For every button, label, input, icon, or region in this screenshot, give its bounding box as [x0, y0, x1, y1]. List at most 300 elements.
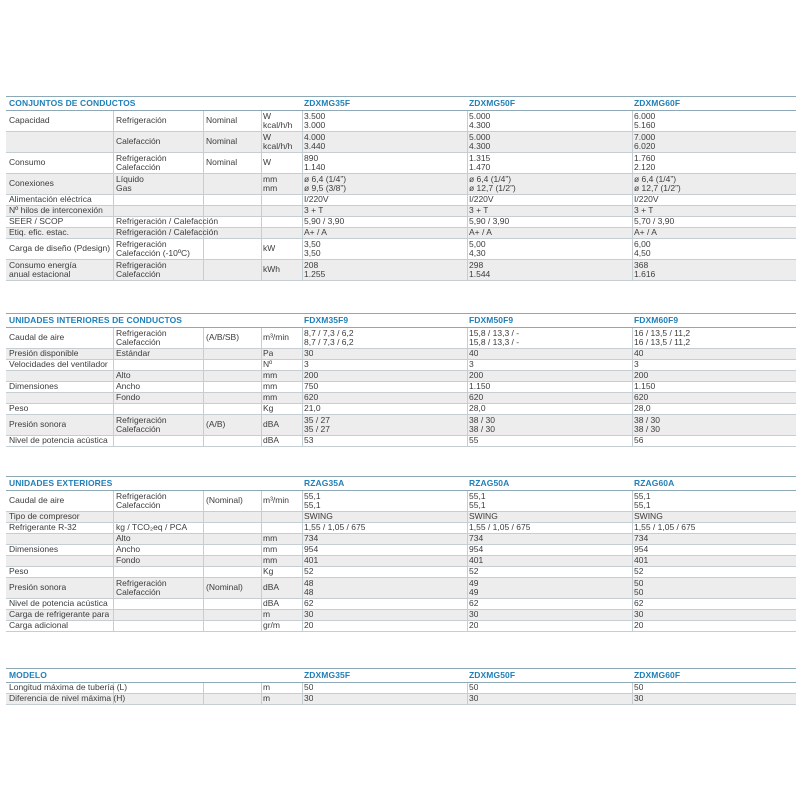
- value-cell: ø 6,4 (1/4”) ø 12,7 (1/2”): [634, 174, 681, 193]
- column-divider: [261, 360, 262, 370]
- row-condition: Nominal: [206, 115, 238, 126]
- value-cell: 200: [634, 371, 649, 381]
- column-divider: [632, 415, 633, 435]
- table-row: [6, 512, 796, 523]
- table-row: [6, 545, 796, 556]
- column-divider: [302, 111, 303, 131]
- row-sublabel: Alto: [116, 371, 131, 381]
- column-divider: [302, 260, 303, 280]
- value-cell: 21,0: [304, 404, 321, 414]
- row-unit: dBA: [263, 582, 280, 593]
- column-divider: [261, 491, 262, 511]
- row-sublabel: Refrigeración Calefacción: [116, 260, 167, 279]
- value-cell: 200: [469, 371, 484, 381]
- value-cell: 5,70 / 3,90: [634, 217, 675, 227]
- row-label: Velocidades del ventilador: [9, 360, 108, 370]
- table-row: [6, 228, 796, 239]
- row-label: Capacidad: [9, 115, 50, 126]
- column-divider: [261, 599, 262, 609]
- column-divider: [632, 404, 633, 414]
- row-label: Longitud máxima de tubería (L): [9, 683, 128, 693]
- row-label: Consumo energía anual estacional: [9, 260, 77, 279]
- row-sublabel: Refrigeración / Calefacción: [116, 217, 219, 227]
- value-cell: 620: [304, 393, 319, 403]
- row-sublabel: Alto: [116, 534, 131, 544]
- row-label: Tipo de compresor: [9, 512, 80, 522]
- value-cell: 8,7 / 7,3 / 6,2 8,7 / 7,3 / 6,2: [304, 328, 354, 347]
- column-divider: [261, 153, 262, 173]
- column-divider: [632, 523, 633, 533]
- row-unit: kW: [263, 243, 276, 254]
- value-cell: 3 + T: [634, 206, 654, 216]
- column-divider: [203, 556, 204, 566]
- value-cell: 401: [469, 556, 484, 566]
- column-divider: [467, 683, 468, 693]
- value-cell: 50: [634, 683, 644, 693]
- column-divider: [632, 567, 633, 577]
- column-divider: [261, 239, 262, 259]
- column-divider: [203, 404, 204, 414]
- column-divider: [113, 512, 114, 522]
- row-sublabel: Estándar: [116, 349, 151, 359]
- table-row: [6, 610, 796, 621]
- value-cell: 620: [469, 393, 484, 403]
- column-divider: [261, 393, 262, 403]
- column-divider: [632, 382, 633, 392]
- table-title: MODELO: [9, 670, 47, 680]
- column-divider: [203, 132, 204, 152]
- value-cell: 62: [304, 599, 314, 609]
- column-divider: [467, 228, 468, 238]
- column-divider: [203, 360, 204, 370]
- model-name: ZDXMG60F: [634, 98, 681, 108]
- row-unit: mm: [263, 534, 278, 544]
- column-divider: [302, 491, 303, 511]
- column-divider: [261, 132, 262, 152]
- column-divider: [261, 404, 262, 414]
- column-divider: [261, 195, 262, 205]
- value-cell: 3 + T: [469, 206, 489, 216]
- column-divider: [302, 512, 303, 522]
- row-label: Refrigerante R-32: [9, 523, 77, 533]
- row-label: Alimentación eléctrica: [9, 195, 92, 205]
- column-divider: [632, 206, 633, 216]
- column-divider: [302, 195, 303, 205]
- column-divider: [632, 328, 633, 348]
- row-unit: W kcal/h/h: [263, 132, 293, 151]
- column-divider: [302, 534, 303, 544]
- column-divider: [261, 415, 262, 435]
- column-divider: [261, 523, 262, 533]
- table-header: [6, 313, 796, 328]
- value-cell: 30: [304, 610, 314, 620]
- column-divider: [467, 404, 468, 414]
- value-cell: 52: [634, 567, 644, 577]
- table-row: [6, 567, 796, 578]
- value-cell: 20: [634, 621, 644, 631]
- table-row: [6, 491, 796, 512]
- table-row: [6, 404, 796, 415]
- column-divider: [302, 371, 303, 381]
- value-cell: 5,90 / 3,90: [469, 217, 510, 227]
- table-row: [6, 206, 796, 217]
- column-divider: [203, 195, 204, 205]
- row-condition: Nominal: [206, 136, 238, 147]
- table-row: [6, 523, 796, 534]
- row-condition: (A/B): [206, 419, 226, 430]
- value-cell: 3,50 3,50: [304, 239, 321, 258]
- value-cell: 954: [469, 545, 484, 555]
- column-divider: [203, 567, 204, 577]
- column-divider: [261, 111, 262, 131]
- column-divider: [113, 599, 114, 609]
- value-cell: 6.000 5.160: [634, 111, 656, 130]
- column-divider: [302, 382, 303, 392]
- column-divider: [632, 195, 633, 205]
- column-divider: [467, 393, 468, 403]
- value-cell: 30: [304, 694, 314, 704]
- column-divider: [113, 260, 114, 280]
- column-divider: [113, 567, 114, 577]
- table-body: [6, 328, 796, 447]
- column-divider: [632, 683, 633, 693]
- table-row: [6, 328, 796, 349]
- column-divider: [113, 610, 114, 620]
- column-divider: [467, 360, 468, 370]
- value-cell: 5,90 / 3,90: [304, 217, 345, 227]
- row-label: Diferencia de nivel máxima (H): [9, 694, 126, 704]
- column-divider: [302, 153, 303, 173]
- row-unit: Kg: [263, 404, 274, 414]
- column-divider: [203, 534, 204, 544]
- value-cell: 30: [634, 694, 644, 704]
- row-label: Consumo: [9, 157, 46, 168]
- column-divider: [302, 556, 303, 566]
- column-divider: [261, 228, 262, 238]
- row-unit: dBA: [263, 419, 280, 430]
- table-row: [6, 534, 796, 545]
- value-cell: ø 6,4 (1/4”) ø 12,7 (1/2”): [469, 174, 516, 193]
- column-divider: [467, 239, 468, 259]
- column-divider: [467, 217, 468, 227]
- model-name: RZAG50A: [469, 478, 510, 488]
- column-divider: [632, 512, 633, 522]
- table-body: [6, 491, 796, 632]
- column-divider: [467, 174, 468, 194]
- column-divider: [113, 415, 114, 435]
- column-divider: [261, 371, 262, 381]
- column-divider: [113, 393, 114, 403]
- column-divider: [302, 393, 303, 403]
- row-unit: m: [263, 610, 271, 620]
- row-unit: dBA: [263, 436, 280, 446]
- row-unit: Kg: [263, 567, 274, 577]
- model-name: ZDXMG35F: [304, 98, 351, 108]
- row-sublabel: Calefacción: [116, 136, 161, 147]
- column-divider: [203, 328, 204, 348]
- column-divider: [261, 349, 262, 359]
- column-divider: [302, 545, 303, 555]
- model-name: FDXM35F9: [304, 315, 349, 325]
- value-cell: 50 50: [634, 578, 644, 597]
- row-sublabel: Refrigeración Calefacción: [116, 153, 167, 172]
- value-cell: 28,0: [469, 404, 486, 414]
- value-cell: 4.000 3.440: [304, 132, 326, 151]
- column-divider: [467, 545, 468, 555]
- column-divider: [632, 694, 633, 704]
- table-row: [6, 393, 796, 404]
- column-divider: [261, 610, 262, 620]
- column-divider: [203, 491, 204, 511]
- column-divider: [203, 239, 204, 259]
- value-cell: 890 1.140: [304, 153, 326, 172]
- value-cell: 208 1.255: [304, 260, 326, 279]
- row-label: Dimensiones: [9, 382, 59, 392]
- column-divider: [302, 349, 303, 359]
- value-cell: 3: [469, 360, 474, 370]
- model-name: FDXM60F9: [634, 315, 679, 325]
- row-unit: Pa: [263, 349, 274, 359]
- table-row: [6, 260, 796, 281]
- table-row: [6, 683, 796, 694]
- column-divider: [302, 415, 303, 435]
- column-divider: [302, 567, 303, 577]
- row-sublabel: Fondo: [116, 556, 141, 566]
- row-unit: gr/m: [263, 621, 280, 631]
- column-divider: [203, 436, 204, 446]
- column-divider: [302, 683, 303, 693]
- value-cell: 401: [304, 556, 319, 566]
- column-divider: [203, 349, 204, 359]
- value-cell: 954: [634, 545, 649, 555]
- value-cell: 62: [634, 599, 644, 609]
- model-name: ZDXMG60F: [634, 670, 681, 680]
- value-cell: 20: [304, 621, 314, 631]
- row-label: SEER / SCOP: [9, 217, 64, 227]
- row-label: Caudal de aire: [9, 495, 65, 506]
- table-row: [6, 349, 796, 360]
- column-divider: [467, 621, 468, 631]
- table-body: [6, 683, 796, 705]
- value-cell: ø 6,4 (1/4”) ø 9,5 (3/8”): [304, 174, 347, 193]
- row-label: Nivel de potencia acústica: [9, 436, 108, 446]
- model-name: ZDXMG35F: [304, 670, 351, 680]
- column-divider: [203, 206, 204, 216]
- column-divider: [113, 382, 114, 392]
- value-cell: SWING: [304, 512, 333, 522]
- column-divider: [632, 610, 633, 620]
- value-cell: 200: [304, 371, 319, 381]
- column-divider: [203, 174, 204, 194]
- column-divider: [113, 360, 114, 370]
- column-divider: [632, 217, 633, 227]
- value-cell: I/220V: [304, 195, 329, 205]
- column-divider: [113, 436, 114, 446]
- row-label: Etiq. efic. estac.: [9, 228, 69, 238]
- column-divider: [113, 621, 114, 631]
- value-cell: 40: [634, 349, 644, 359]
- value-cell: 3: [634, 360, 639, 370]
- table-row: [6, 694, 796, 705]
- row-label: Presión sonora: [9, 582, 67, 593]
- table-row: [6, 239, 796, 260]
- model-name: RZAG60A: [634, 478, 675, 488]
- column-divider: [632, 132, 633, 152]
- column-divider: [261, 206, 262, 216]
- column-divider: [467, 599, 468, 609]
- column-divider: [632, 111, 633, 131]
- value-cell: 50: [304, 683, 314, 693]
- column-divider: [467, 523, 468, 533]
- column-divider: [261, 556, 262, 566]
- column-divider: [261, 534, 262, 544]
- column-divider: [261, 260, 262, 280]
- table-row: [6, 415, 796, 436]
- row-unit: mm: [263, 545, 278, 555]
- value-cell: 53: [304, 436, 314, 446]
- row-label: Peso: [9, 404, 29, 414]
- row-unit: mm: [263, 382, 278, 392]
- value-cell: 1.315 1.470: [469, 153, 491, 172]
- model-name: RZAG35A: [304, 478, 345, 488]
- value-cell: 954: [304, 545, 319, 555]
- table-row: [6, 382, 796, 393]
- column-divider: [261, 545, 262, 555]
- row-unit: dBA: [263, 599, 280, 609]
- column-divider: [302, 578, 303, 598]
- column-divider: [467, 556, 468, 566]
- column-divider: [467, 371, 468, 381]
- value-cell: 38 / 30 38 / 30: [634, 415, 660, 434]
- model-name: ZDXMG50F: [469, 98, 516, 108]
- value-cell: 3: [304, 360, 309, 370]
- value-cell: 55: [469, 436, 479, 446]
- row-sublabel: Líquido Gas: [116, 174, 144, 193]
- value-cell: 52: [469, 567, 479, 577]
- table-conjuntos: [6, 96, 796, 281]
- value-cell: 5.000 4.300: [469, 132, 491, 151]
- value-cell: 50: [469, 683, 479, 693]
- value-cell: 1,55 / 1,05 / 675: [634, 523, 696, 533]
- column-divider: [203, 621, 204, 631]
- column-divider: [261, 217, 262, 227]
- column-divider: [113, 371, 114, 381]
- table-row: [6, 578, 796, 599]
- column-divider: [113, 523, 114, 533]
- value-cell: 368 1.616: [634, 260, 656, 279]
- value-cell: A+ / A: [469, 228, 492, 238]
- value-cell: A+ / A: [634, 228, 657, 238]
- value-cell: 38 / 30 38 / 30: [469, 415, 495, 434]
- row-condition: (Nominal): [206, 495, 243, 506]
- value-cell: 1.150: [634, 382, 656, 392]
- column-divider: [203, 153, 204, 173]
- column-divider: [113, 217, 114, 227]
- column-divider: [302, 239, 303, 259]
- row-sublabel: Refrigeración Calefacción (-10ºC): [116, 239, 190, 258]
- row-label: Nº hilos de interconexión: [9, 206, 103, 216]
- column-divider: [113, 174, 114, 194]
- column-divider: [632, 534, 633, 544]
- table-row: [6, 599, 796, 610]
- row-unit: m: [263, 694, 271, 704]
- model-name: FDXM50F9: [469, 315, 514, 325]
- column-divider: [467, 132, 468, 152]
- column-divider: [467, 415, 468, 435]
- column-divider: [632, 545, 633, 555]
- column-divider: [203, 393, 204, 403]
- column-divider: [467, 260, 468, 280]
- value-cell: 1,55 / 1,05 / 675: [304, 523, 366, 533]
- table-header: [6, 96, 796, 111]
- column-divider: [467, 328, 468, 348]
- row-unit: W kcal/h/h: [263, 111, 293, 130]
- row-sublabel: Refrigeración / Calefacción: [116, 228, 219, 238]
- column-divider: [203, 599, 204, 609]
- column-divider: [203, 371, 204, 381]
- row-label: Caudal de aire: [9, 332, 65, 343]
- column-divider: [302, 360, 303, 370]
- column-divider: [203, 111, 204, 131]
- column-divider: [113, 556, 114, 566]
- column-divider: [203, 610, 204, 620]
- column-divider: [467, 195, 468, 205]
- row-sublabel: Refrigeración Calefacción: [116, 328, 167, 347]
- row-label: Carga de refrigerante para: [9, 610, 110, 620]
- column-divider: [302, 610, 303, 620]
- row-condition: (A/B/SB): [206, 332, 240, 343]
- row-label: Dimensiones: [9, 545, 59, 555]
- row-unit: W: [263, 157, 272, 168]
- value-cell: 1.150: [469, 382, 491, 392]
- column-divider: [203, 683, 204, 693]
- column-divider: [467, 610, 468, 620]
- value-cell: 1.760 2.120: [634, 153, 656, 172]
- column-divider: [261, 436, 262, 446]
- value-cell: 734: [304, 534, 319, 544]
- row-label: Conexiones: [9, 178, 54, 189]
- row-condition: Nominal: [206, 157, 238, 168]
- row-sublabel: Refrigeración: [116, 115, 167, 126]
- column-divider: [467, 491, 468, 511]
- table-row: [6, 621, 796, 632]
- value-cell: 1,55 / 1,05 / 675: [469, 523, 531, 533]
- column-divider: [261, 567, 262, 577]
- table-row: [6, 132, 796, 153]
- value-cell: SWING: [634, 512, 663, 522]
- value-cell: I/220V: [469, 195, 494, 205]
- value-cell: 20: [469, 621, 479, 631]
- row-unit: mm: [263, 371, 278, 381]
- column-divider: [467, 382, 468, 392]
- column-divider: [203, 545, 204, 555]
- value-cell: 620: [634, 393, 649, 403]
- column-divider: [632, 491, 633, 511]
- column-divider: [632, 556, 633, 566]
- value-cell: 56: [634, 436, 644, 446]
- column-divider: [113, 545, 114, 555]
- value-cell: 750: [304, 382, 319, 392]
- column-divider: [113, 153, 114, 173]
- column-divider: [203, 260, 204, 280]
- table-row: [6, 360, 796, 371]
- value-cell: 5.000 4.300: [469, 111, 491, 130]
- value-cell: 28,0: [634, 404, 651, 414]
- value-cell: 3.500 3.000: [304, 111, 326, 130]
- column-divider: [261, 683, 262, 693]
- value-cell: 5,00 4,30: [469, 239, 486, 258]
- column-divider: [467, 153, 468, 173]
